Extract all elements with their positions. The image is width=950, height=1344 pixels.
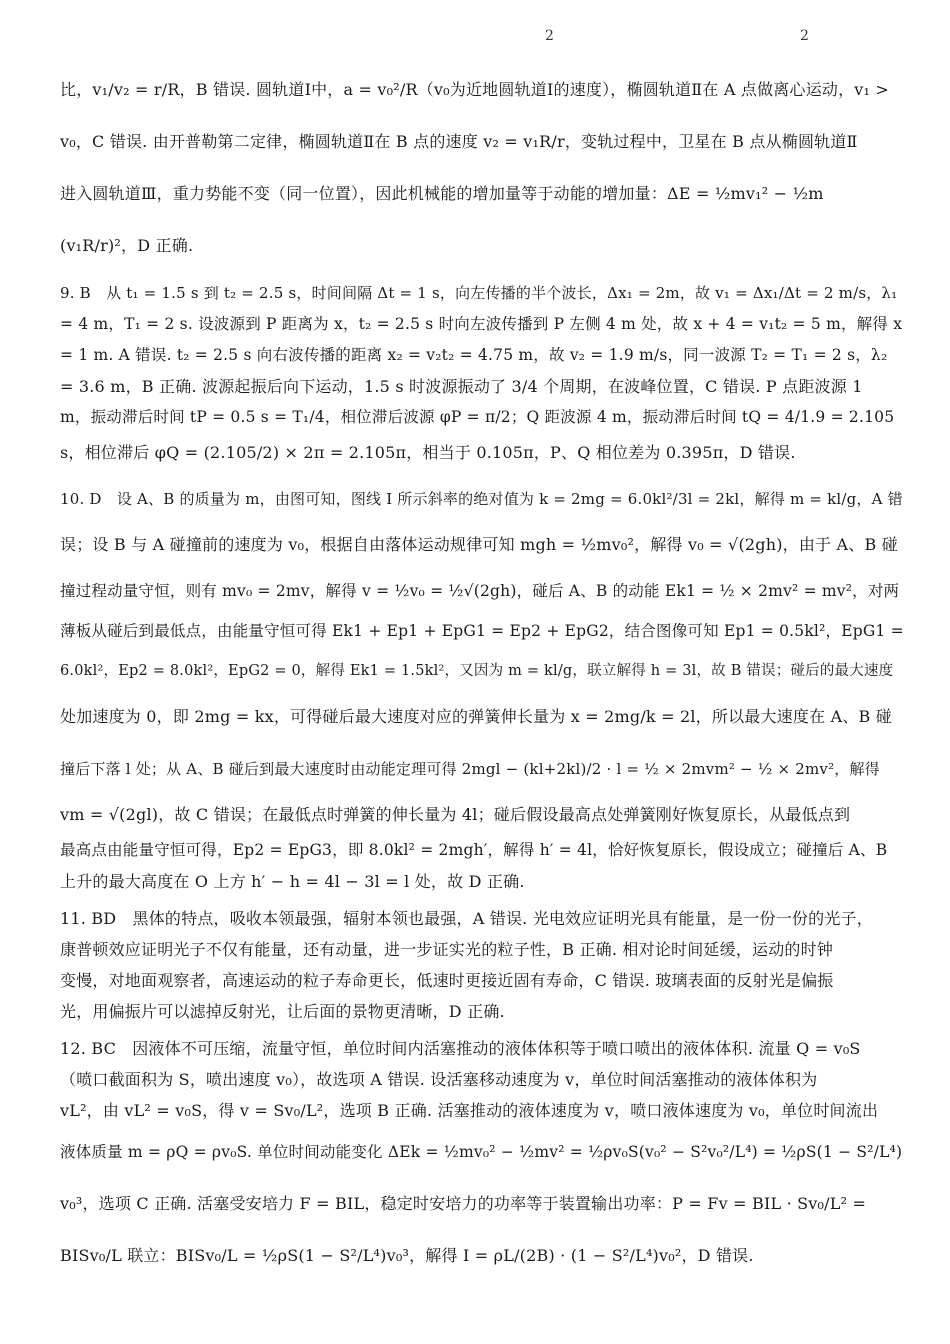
text-line: 误；设 B 与 A 碰撞前的速度为 v₀，根据自由落体运动规律可知 mgh = ½mv₀²，解得 v₀ = √(2gh)，由于 A、B 碰 <box>60 535 898 554</box>
top-marks <box>0 28 950 52</box>
text-line: v₀³，选项 C 正确. 活塞受安培力 F = BIL，稳定时安培力的功率等于装置输出功率：P = Fv = BIL · Sv₀/L² = <box>60 1194 867 1213</box>
answer-page <box>60 64 906 1282</box>
text-line: 11. BD 黑体的特点，吸收本领最强，辐射本领也最强，A 错误. 光电效应证明光具有能量，是一份一份的光子， <box>60 909 873 928</box>
text-line: vL²，由 vL² = v₀S，得 v = Sv₀/L²，选项 B 正确. 活塞推动的液体速度为 v，喷口液体速度为 v₀，单位时间流出 <box>60 1101 879 1120</box>
text-line: 进入圆轨道Ⅲ，重力势能不变（同一位置），因此机械能的增加量等于动能的增加量：ΔE = ½mv₁² − ½m <box>60 184 824 203</box>
text-line: v₀，C 错误. 由开普勒第二定律，椭圆轨道Ⅱ在 B 点的速度 v₂ = v₁R/r，变轨过程中，卫星在 B 点从椭圆轨道Ⅱ <box>60 132 858 151</box>
text-line: 液体质量 m = ρQ = ρv₀S. 单位时间动能变化 ΔEk = ½mv₀² − ½mv² = ½ρv₀S(v₀² − S²v₀²/L⁴) = ½ρS(1 − S²/L⁴) <box>60 1143 903 1161</box>
item-8-continuation <box>60 64 906 272</box>
text-line: 最高点由能量守恒可得，Ep2 = EpG3，即 8.0kl² = 2mgh′，解得 h′ = 4l，恰好恢复原长，假设成立；碰撞后 A、B <box>60 841 888 859</box>
item-11 <box>60 903 906 1027</box>
text-line: 处加速度为 0，即 2mg = kx，可得碰后最大速度对应的弹簧伸长量为 x = 2mg/k = 2l，所以最大速度在 A、B 碰 <box>60 707 892 726</box>
text-line: （喷口截面积为 S，喷出速度 v₀），故选项 A 错误. 设活塞移动速度为 v，单位时间活塞推动的液体体积为 <box>60 1070 818 1089</box>
item-9 <box>60 278 906 473</box>
text-line: 光，用偏振片可以滤掉反射光，让后面的景物更清晰，D 正确. <box>60 1002 505 1021</box>
text-line: BISv₀/L 联立：BISv₀/L = ½ρS(1 − S²/L⁴)v₀³，解得 I = ρL/(2B) · (1 − S²/L⁴)v₀²，D 错误. <box>60 1246 754 1265</box>
text-line: 6.0kl²，Ep2 = 8.0kl²，EpG2 = 0，解得 Ek1 = 1.5kl²，又因为 m = kl/g，联立解得 h = 3l，故 B 错误；碰后的最大速度 <box>60 663 894 679</box>
text-line: 变慢，对地面观察者，高速运动的粒子寿命更长，低速时更接近固有寿命，C 错误. 玻璃表面的反射光是偏振 <box>60 971 834 990</box>
text-line: 撞后下落 l 处；从 A、B 碰后到最大速度时由动能定理可得 2mgl − (kl+2kl)/2 · l = ½ × 2mvm² − ½ × 2mv²，解得 <box>60 760 880 778</box>
text-line: 撞过程动量守恒，则有 mv₀ = 2mv，解得 v = ½v₀ = ½√(2gh)，碰后 A、B 的动能 Ek1 = ½ × 2mv² = mv²，对两 <box>60 582 900 600</box>
text-line: 上升的最大高度在 O 上方 h′ − h = 4l − 3l = l 处，故 D 正确. <box>60 872 525 891</box>
text-line: 薄板从碰后到最低点，由能量守恒可得 Ek1 + Ep1 + EpG1 = Ep2 + EpG2，结合图像可知 Ep1 = 0.5kl²，EpG1 = <box>60 622 904 640</box>
top-mark-right: 2 <box>800 28 809 44</box>
text-line: m，振动滞后时间 tP = 0.5 s = T₁/4，相位滞后波源 φP = π/2；Q 距波源 4 m，振动滞后时间 tQ = 4/1.9 = 2.105 <box>60 408 895 426</box>
text-line: 10. D 设 A、B 的质量为 m，由图可知，图线 I 所示斜率的绝对值为 k = 2mg = 6.0kl²/3l = 2kl，解得 m = kl/g，A 错 <box>60 490 903 508</box>
top-mark-left: 2 <box>545 28 554 44</box>
text-line: s，相位滞后 φQ = (2.105/2) × 2π = 2.105π，相当于 0.105π，P、Q 相位差为 0.395π，D 错误. <box>60 443 796 462</box>
text-line: = 4 m，T₁ = 2 s. 设波源到 P 距离为 x，t₂ = 2.5 s 时向左波传播到 P 左侧 4 m 处，故 x + 4 = v₁t₂ = 5 m，解得 x <box>60 315 903 333</box>
text-line: (v₁R/r)²，D 正确. <box>60 236 194 255</box>
text-line: 12. BC 因液体不可压缩，流量守恒，单位时间内活塞推动的液体体积等于喷口喷出的液体体积. 流量 Q = v₀S <box>60 1039 861 1058</box>
text-line: 康普顿效应证明光子不仅有能量，还有动量，进一步证实光的粒子性，B 正确. 相对论时间延缓，运动的时钟 <box>60 940 834 959</box>
item-10 <box>60 479 906 897</box>
text-line: = 3.6 m，B 正确. 波源起振后向下运动，1.5 s 时波源振动了 3/4 个周期，在波峰位置，C 错误. P 点距波源 1 <box>60 377 863 396</box>
text-line: 9. B 从 t₁ = 1.5 s 到 t₂ = 2.5 s，时间间隔 Δt = 1 s，向左传播的半个波长，Δx₁ = 2m，故 v₁ = Δx₁/Δt = 2 m/s，λ₁ <box>60 284 898 302</box>
text-line: vm = √(2gl)，故 C 错误；在最低点时弹簧的伸长量为 4l；碰后假设最高点处弹簧刚好恢复原长，从最低点到 <box>60 805 851 824</box>
item-12 <box>60 1033 906 1282</box>
text-line: 比，v₁/v₂ = r/R，B 错误. 圆轨道Ⅰ中，a = v₀²/R（v₀为近地圆轨道Ⅰ的速度），椭圆轨道Ⅱ在 A 点做离心运动，v₁ > <box>60 80 890 99</box>
text-line: = 1 m. A 错误. t₂ = 2.5 s 向右波传播的距离 x₂ = v₂t₂ = 4.75 m，故 v₂ = 1.9 m/s，同一波源 T₂ = T₁ = 2 s，λ₂ <box>60 346 888 364</box>
